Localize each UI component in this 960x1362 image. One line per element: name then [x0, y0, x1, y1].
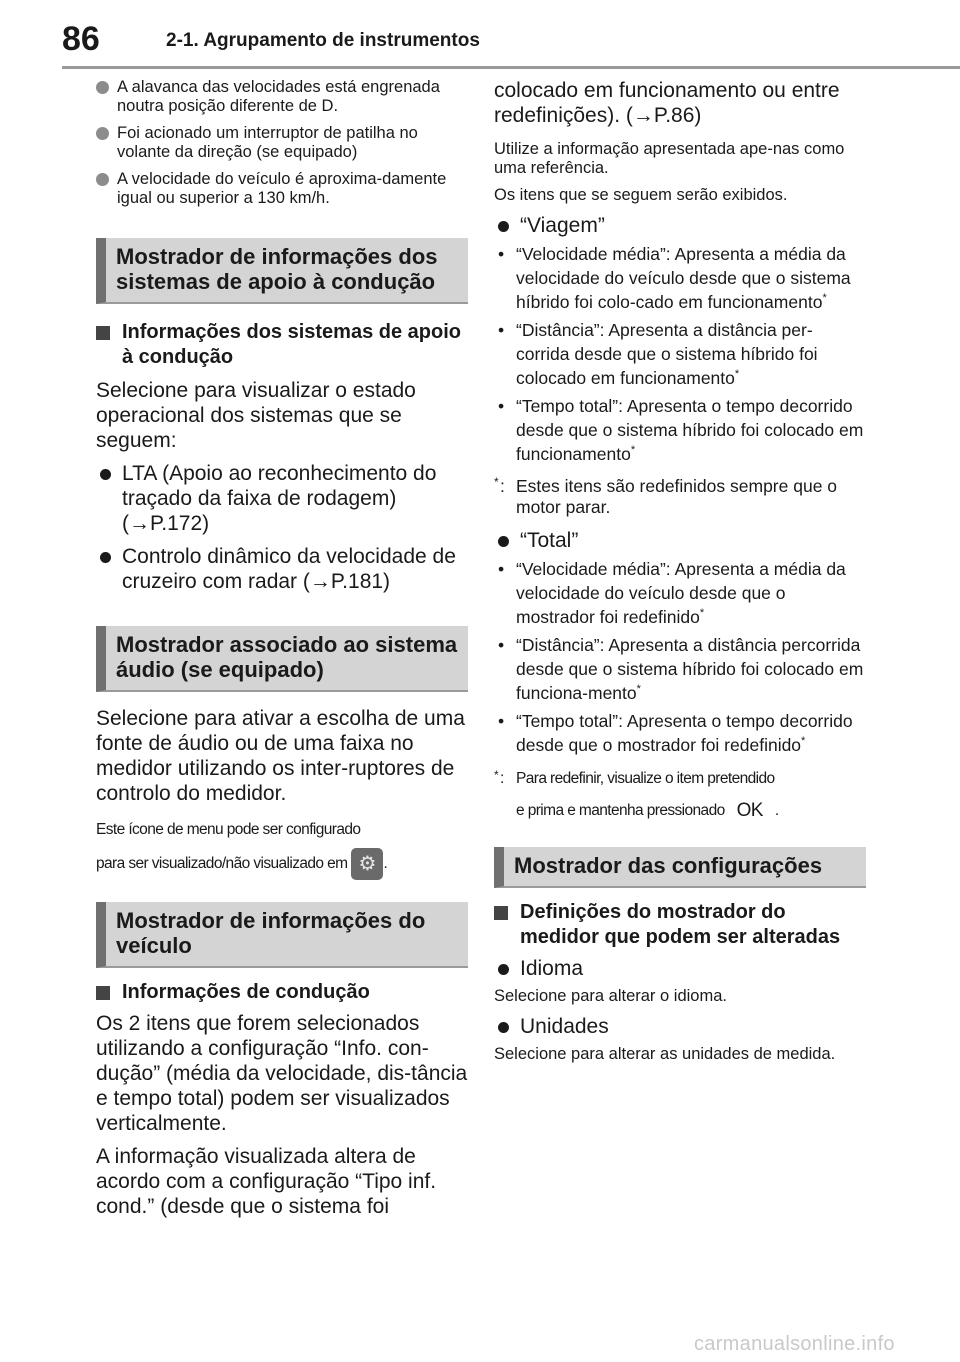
watermark: carmanualsonline.info — [694, 1333, 895, 1355]
bullet-dot-icon — [96, 173, 109, 186]
paragraph: Os 2 itens que forem selecionados utilizando a configuração “Info. con-dução” (média da velocidade, dis-tância e tempo total) podem ser visualizados verticalmente. — [96, 1012, 468, 1135]
gear-icon: ⚙ — [351, 848, 383, 880]
section-box-settings: Mostrador das configurações — [494, 847, 866, 888]
ok-switch-icon: OK — [736, 800, 763, 821]
bullet-dot-icon — [498, 221, 509, 232]
header-rule — [62, 66, 960, 69]
bullet-dot-icon — [96, 81, 109, 94]
subheading-driving-support: Informações dos sistemas de apoio à condução — [96, 320, 468, 370]
list-item: • “Velocidade média”: Apresenta a média da velocidade do veículo desde que o sistema híbrido foi colo-cado em funcionamento* — [498, 244, 851, 312]
bullet-dot-icon — [498, 964, 509, 975]
subheading-driving-info: Informações de condução — [96, 980, 468, 1005]
list-item: • “Tempo total”: Apresenta o tempo decorrido desde que o sistema híbrido foi colocado em funcionamento* — [498, 396, 864, 464]
section-box-vehicle-info: Mostrador de informações do veículo — [96, 902, 468, 968]
section-title: 2-1. Agrupamento de instrumentos — [166, 30, 480, 51]
footnote-continued: e prima e mantenha pressionado OK . — [516, 800, 779, 821]
paragraph: Os itens que se seguem serão exibidos. — [494, 186, 788, 204]
subheading-settings: Definições do mostrador do medidor que podem ser alteradas — [494, 900, 866, 950]
bullet-dot-icon — [498, 1022, 509, 1033]
bullet-dot-icon — [498, 536, 509, 547]
list-item-units: Unidades — [494, 1014, 866, 1039]
condition-bullet: A alavanca das velocidades está engrenada noutra posição diferente de D. — [96, 78, 468, 116]
section-box-driving-support: Mostrador de informações dos sistemas de apoio à condução — [96, 238, 468, 304]
list-item: Controlo dinâmico da velocidade de cruzeiro com radar (→P.181) — [96, 544, 468, 594]
paragraph: Selecione para ativar a escolha de uma fonte de áudio ou de uma faixa no medidor utilizando os inter-ruptores de controlo do medidor. — [96, 707, 465, 805]
condition-bullet: A velocidade do veículo é aproxima-damente igual ou superior a 130 km/h. — [96, 170, 468, 208]
left-column — [96, 78, 468, 1219]
list-item: • “Velocidade média”: Apresenta a média da velocidade do veículo desde que o mostrador foi redefinido* — [498, 559, 846, 627]
paragraph-continued: colocado em funcionamento ou entre redefinições). (→P.86) — [494, 79, 840, 127]
condition-bullet: Foi acionado um interruptor de patilha no volante da direção (se equipado) — [96, 124, 468, 162]
square-bullet-icon — [494, 906, 508, 920]
section-box-audio: Mostrador associado ao sistema áudio (se equipado) — [96, 626, 468, 692]
footnote: * : Para redefinir, visualize o item pretendido — [494, 768, 775, 787]
paragraph: Selecione para alterar o idioma. — [494, 987, 727, 1006]
paragraph: Utilize a informação apresentada ape-nas como uma referência. — [494, 140, 845, 177]
bullet-dot-icon — [100, 469, 111, 480]
list-item: • “Tempo total”: Apresenta o tempo decorrido desde que o mostrador foi redefinido* — [498, 711, 853, 755]
group-title-trip: “Viagem” — [494, 213, 866, 238]
list-item-language: Idioma — [494, 956, 866, 981]
note-line: para ser visualizado/não visualizado em ⚙ . — [96, 848, 468, 880]
square-bullet-icon — [96, 986, 110, 1000]
bullet-dot-icon — [96, 127, 109, 140]
list-item: • “Distância”: Apresenta a distância percorrida desde que o sistema híbrido foi colocado em funciona-mento* — [498, 635, 864, 703]
note-line: Este ícone de menu pode ser configurado — [96, 821, 361, 838]
right-column — [494, 78, 866, 1064]
list-item: • “Distância”: Apresenta a distância per-corrida desde que o sistema híbrido foi colocado em funcionamento* — [498, 320, 818, 388]
paragraph: Selecione para visualizar o estado operacional dos sistemas que se seguem: — [96, 379, 416, 452]
paragraph: A informação visualizada altera de acordo com a configuração “Tipo inf. cond.” (desde que o sistema foi — [96, 1145, 437, 1218]
bullet-dot-icon — [100, 552, 111, 563]
square-bullet-icon — [96, 326, 110, 340]
page-number: 86 — [62, 20, 100, 58]
paragraph: Selecione para alterar as unidades de medida. — [494, 1045, 836, 1064]
footnote: * : Estes itens são redefinidos sempre que o motor parar. — [494, 475, 838, 517]
list-item: LTA (Apoio ao reconhecimento do traçado da faixa de rodagem) (→P.172) — [96, 461, 468, 536]
group-title-total: “Total” — [494, 528, 866, 553]
